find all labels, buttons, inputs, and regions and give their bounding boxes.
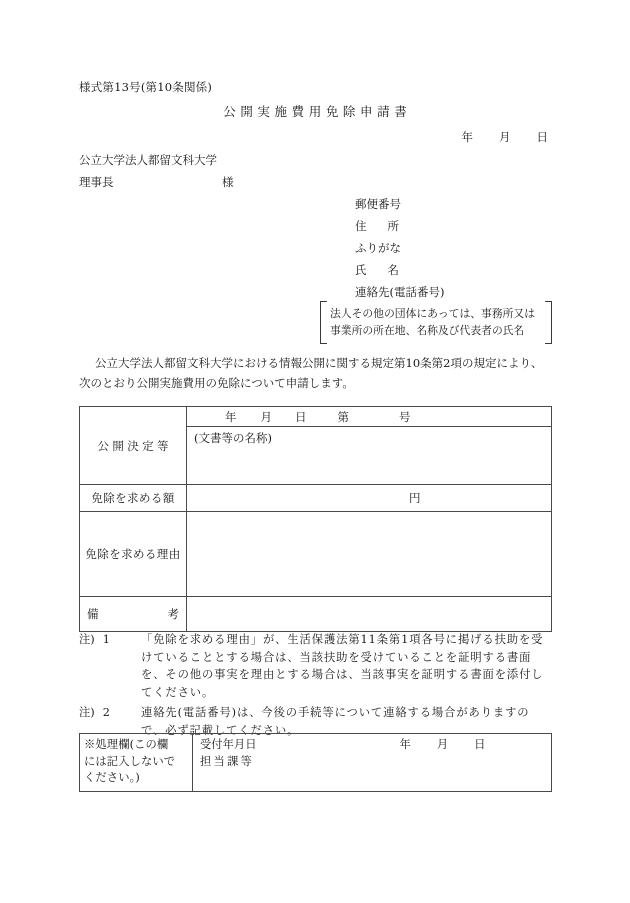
decision-month-label: 月 — [260, 409, 272, 424]
date-month-label: 月 — [499, 130, 511, 144]
note-marker — [79, 704, 141, 720]
field-name-label-a: 氏 — [355, 263, 367, 277]
label-remarks — [80, 597, 187, 632]
document-name-placeholder: (文書等の名称) — [194, 431, 272, 445]
corporate-note-line2: 事業所の所在地、名称及び代表者の氏名 — [330, 324, 525, 337]
corporate-note-line1: 法人その他の団体にあっては、事務所又は — [330, 307, 536, 320]
field-address-label-b: 所 — [387, 219, 399, 233]
processing-box — [79, 733, 552, 792]
table-row-remarks — [80, 597, 552, 632]
cell-exemption-reason[interactable] — [187, 512, 552, 597]
addressee-organization: 公立大学法人都留文科大学 — [79, 153, 217, 167]
form-number: 様式第13号(第10条関係) — [79, 80, 213, 94]
processing-box-fields[interactable] — [193, 734, 552, 792]
received-day-label: 日 — [474, 738, 486, 751]
decision-go-label: 号 — [399, 409, 411, 424]
note-text: 連絡先(電話番号)は、今後の手続等について連絡する場合がありますので、必ず記載してください。 — [141, 706, 530, 737]
field-furigana — [355, 240, 401, 256]
cell-remarks[interactable] — [187, 597, 552, 632]
addressee-title: 理事長 — [79, 175, 114, 189]
field-address-label-a: 住 — [355, 219, 367, 233]
table-row-disclosure-decision — [80, 407, 552, 427]
processing-box-label — [80, 734, 193, 792]
currency-unit-label: 円 — [409, 491, 421, 505]
cell-document-name[interactable] — [187, 427, 552, 485]
application-table — [79, 406, 552, 632]
field-address — [355, 218, 399, 234]
note-item — [79, 631, 552, 701]
field-postal-code — [355, 196, 401, 212]
notes-section — [79, 631, 552, 743]
cell-exemption-amount[interactable] — [187, 485, 552, 512]
decision-dai-label: 第 — [337, 409, 349, 424]
addressee-honorific: 様 — [222, 175, 234, 189]
corporate-entity-note — [320, 301, 552, 344]
table-row-exemption-amount — [80, 485, 552, 512]
date-day-label: 日 — [536, 130, 548, 144]
note-marker — [79, 631, 141, 647]
field-contact — [355, 284, 444, 300]
received-year-label: 年 — [399, 738, 411, 751]
bracket-left — [320, 301, 327, 344]
note-text: 「免除を求める理由」が、生活保護法第11条第1項各号に掲げる扶助を受けていることとする場合は、当該扶助を受けていることを証明する書面を、その他の事実を理由とする場合は、当該事実を証明する書面を添付してください。 — [141, 633, 544, 699]
field-postal-code-label: 郵便番号 — [355, 197, 401, 211]
decision-year-label: 年 — [225, 409, 237, 424]
bracket-right — [545, 301, 552, 344]
note-mark-symbol: 注) — [79, 706, 95, 720]
page-title: 公開実施費用免除申請書 — [223, 104, 412, 119]
cell-decision-number[interactable] — [187, 407, 552, 427]
processing-label-line2: には記入しないで — [84, 754, 176, 768]
label-remarks-a: 備 — [87, 607, 99, 621]
body-paragraph: 公立大学法人都留文科大学における情報公開に関する規定第10条第2項の規定により、次のとおり公開実施費用の免除について申請します。 — [79, 356, 543, 390]
note-number: 2 — [102, 706, 110, 720]
received-date-row — [200, 737, 551, 754]
label-disclosure-decision: 公開決定等 — [80, 407, 187, 485]
processing-label-line3: ください。) — [84, 771, 140, 784]
date-line — [0, 129, 548, 145]
corporate-note-text — [330, 305, 544, 339]
note-number: 1 — [102, 633, 110, 646]
note-mark-symbol: 注) — [79, 633, 95, 646]
received-month-label: 月 — [436, 738, 449, 751]
date-year-label: 年 — [461, 130, 473, 144]
processing-label-line1: ※処理欄(この欄 — [84, 738, 169, 751]
field-name — [355, 262, 399, 278]
decision-day-label: 日 — [295, 409, 307, 424]
department-label: 担当課等 — [200, 754, 254, 768]
table-row-exemption-reason — [80, 512, 552, 597]
processing-row — [80, 734, 552, 792]
decision-number-line — [195, 409, 551, 425]
label-exemption-reason: 免除を求める理由 — [80, 512, 187, 597]
received-date-values — [400, 737, 486, 754]
label-remarks-b: 考 — [167, 607, 179, 621]
field-contact-label: 連絡先(電話番号) — [355, 285, 445, 299]
field-furigana-label: ふりがな — [355, 241, 401, 255]
received-date-label: 受付年月日 — [200, 738, 257, 751]
field-name-label-b: 名 — [387, 263, 399, 277]
label-exemption-amount: 免除を求める額 — [80, 485, 187, 512]
